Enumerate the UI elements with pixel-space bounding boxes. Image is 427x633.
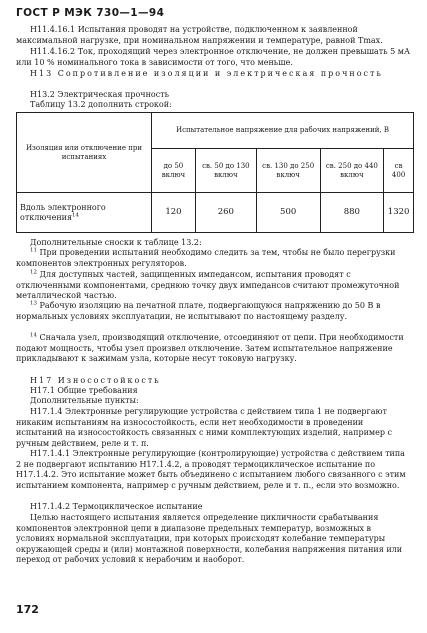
paragraph-h11-4-16-2: Н11.4.16.2 Ток, проходящий через электронное отключение, не должен превышать 5 мА или 10 % номинального тока в зависимости от того, что меньше. [16, 47, 411, 67]
paragraph-h11-4-16-1: Н11.4.16.1 Испытания проводят на устройстве, подключенном к заявленной максимальной нагрузке, при номинальном напряжении и температуре, равной Tmax. [16, 25, 383, 45]
paragraph-h17-1-4-2: Целью настоящего испытания является определение цикличности срабатывания компонентов электронной цепи в диапазоне предельных температур, возможных в условиях нормальной эксплуатации, при которых происходят колебание температуры окружающей среды и (или) монтажной поверхности, колебания напряжения питания или переход от рабочих условий к нерабочим и наоборот. [16, 513, 403, 565]
additional-items-label: Дополнительные пункты: [30, 396, 139, 405]
table-header-test-voltage: Испытательное напряжение для рабочих напряжений, В [152, 113, 414, 149]
footnotes-title: Дополнительные сноски к таблице 13.2: [30, 238, 202, 247]
running-header: ГОСТ Р МЭК 730—1—94 [16, 7, 165, 19]
footnote-13: $^{13}$ Рабочую изоляцию на печатной плате, подвергающуюся напряжению до 50 В в нормальных условиях эксплуатации, не испытывают по настоящему разделу. [16, 300, 381, 321]
table-cell: 1320 [384, 193, 414, 233]
footnote-14: $^{14}$ Сначала узел, производящий отключение, отсоединяют от цепи. При необходимости подают мощность, чтобы узел произвел отключение. Затем испытательное напряжение прикладывают к зажимам узла, которые несут токовую нагрузку. [16, 332, 404, 364]
table-cell: 260 [195, 193, 256, 233]
paragraph-h17-1-4-1: Н17.1.4.1 Электронные регулирующие (контролирующие) устройства с действием типа 2 не подвергают испытанию Н17.1.4.2, а проводят термоциклическое испытание по Н17.1.4.2. Это испытание может быть объединено с испытанием любого связанного с этим испытанием компонента, например с ручным действием, реле и т. п., если это возможно. [16, 449, 406, 490]
section-heading-h13-2: Н13.2 Электрическая прочность [30, 90, 169, 99]
section-heading-h17-1-4-2: Н17.1.4.2 Термоциклическое испытание [30, 502, 203, 511]
footnote-12: $^{12}$ Для доступных частей, защищенных импедансом, испытания проводят с отключенными компонентами, среднюю точку двух импедансов считают промежуточной металлической частью. [16, 269, 400, 301]
table-cell: 880 [320, 193, 384, 233]
table-row [17, 193, 414, 233]
page-number: 172 [16, 603, 39, 616]
table-13-2 [16, 112, 414, 233]
table-subheader-2: св. 50 до 130 включ [195, 149, 256, 193]
table-row-label: Вдоль электронного отключения$^{14}$ [17, 193, 152, 233]
table-subheader-4: св. 250 до 440 включ [320, 149, 384, 193]
section-heading-h13: Н13 Сопротивление изоляции и электрическая прочность [30, 69, 383, 78]
table-intro: Таблицу 13.2 дополнить строкой: [30, 100, 172, 109]
section-heading-h17: Н17 Износостойкость [30, 376, 161, 385]
footnote-11: $^{11}$ При проведении испытаний необходимо следить за тем, чтобы не было перегрузки компонентов электронных регуляторов. [16, 247, 396, 268]
table-subheader-1: до 50 включ [152, 149, 196, 193]
section-heading-h17-1: Н17.1 Общие требования [30, 386, 138, 395]
table-subheader-3: св. 130 до 250 включ [256, 149, 320, 193]
table-header-insulation: Изоляция или отключение при испытаниях [17, 113, 152, 193]
table-subheader-5: св 400 [384, 149, 414, 193]
paragraph-h17-1-4: Н17.1.4 Электронные регулирующие устройства с действием типа 1 не подвергают никаким испытаниям на износостойкость, если нет необходимости в проведении испытаний на износостойкость связанных с ними комплектующих изделий, например с ручным действием, реле и т. п. [16, 407, 393, 448]
table-cell: 500 [256, 193, 320, 233]
table-cell: 120 [152, 193, 196, 233]
